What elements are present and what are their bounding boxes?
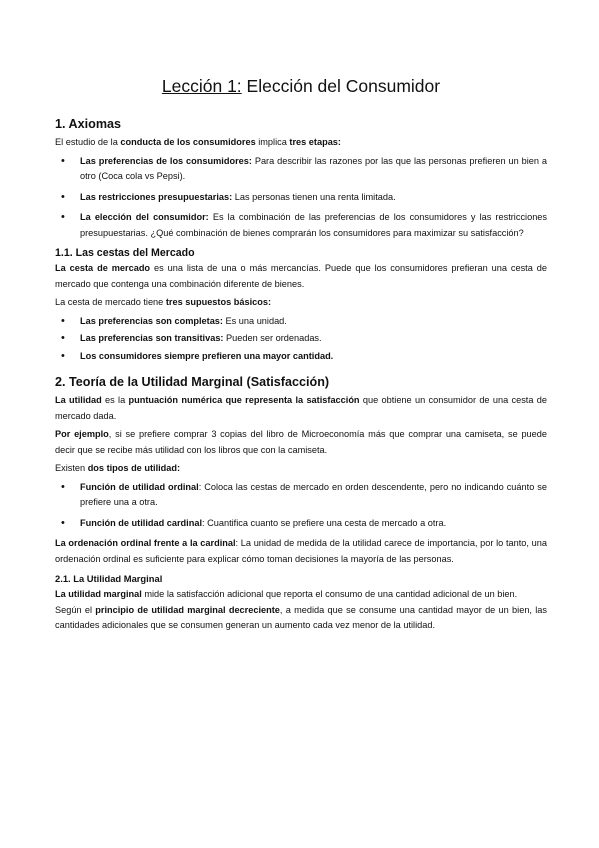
list-item: • Función de utilidad cardinal: Cuantifica cuanto se prefiere una cesta de mercado a otra. (55, 516, 547, 532)
subsection-heading-utilidad-marginal: 2.1. La Utilidad Marginal (55, 573, 163, 584)
paragraph-principio: Según el principio de utilidad marginal decreciente, a medida que se consume una cantidad mayor de un bien, las cantidades adicionales que se consumen generan un aumento cada vez menor de la utilidad. (55, 604, 547, 630)
list-item: • Las preferencias son completas: Es una unidad. (55, 314, 547, 330)
paragraph-cesta: La cesta de mercado es una lista de una o más mercancías. Puede que los consumidores prefieran una cesta de mercado que contenga una combinación diferente de bienes. (55, 263, 547, 289)
document-page (55, 74, 547, 637)
paragraph-supuestos: La cesta de mercado tiene tres supuestos básicos: (55, 297, 272, 307)
bullet-list-supuestos (55, 314, 547, 365)
paragraph-intro: El estudio de la conducta de los consumidores implica tres etapas: (55, 137, 341, 147)
list-item: • Las restricciones presupuestarias: Las personas tienen una renta limitada. (55, 190, 547, 206)
paragraph-ordenacion: La ordenación ordinal frente a la cardinal: La unidad de medida de la utilidad carece de importancia, por lo tanto, una ordenación ordinal es suficiente para explicar cómo toman decisiones la mayoría de las personas. (55, 538, 547, 564)
page-title (55, 74, 547, 98)
paragraph-utilidad-marginal: La utilidad marginal mide la satisfacción adicional que reporta el consumo de una cantidad adicional de un bien. (55, 589, 518, 599)
lesson-number: Lección 1: (161, 76, 242, 96)
list-item: • La elección del consumidor: Es la combinación de las preferencias de los consumidores y las restricciones presupuestarias. ¿Qué combinación de bienes comprarán los consumidores para maximizar su satisfacción? (55, 210, 547, 241)
section-heading-utilidad: 2. Teoría de la Utilidad Marginal (Satisfacción) (55, 375, 330, 389)
paragraph-tipos: Existen dos tipos de utilidad: (55, 463, 181, 473)
paragraph-utilidad: La utilidad es la puntuación numérica que representa la satisfacción que obtiene un consumidor de una cesta de mercado dada. (55, 395, 547, 421)
bullet-list-tipos (55, 480, 547, 532)
bullet-list-etapas (55, 154, 547, 242)
paragraph-ejemplo: Por ejemplo, si se prefiere comprar 3 copias del libro de Microeconomía más que comprar una camiseta, se puede decir que se recibe más utilidad con los libros que con la camiseta. (55, 429, 547, 455)
list-item: • Función de utilidad ordinal: Coloca las cestas de mercado en orden descendente, pero no indicando cuánto se prefiere una a otra. (55, 480, 547, 511)
section-heading-axiomas: 1. Axiomas (55, 117, 122, 131)
list-item: • Las preferencias son transitivas: Pueden ser ordenadas. (55, 331, 547, 347)
list-item: • Los consumidores siempre prefieren una mayor cantidad. (55, 349, 547, 365)
lesson-title: Elección del Consumidor (241, 76, 441, 96)
subsection-heading-cestas: 1.1. Las cestas del Mercado (55, 247, 195, 259)
list-item: • Las preferencias de los consumidores: Para describir las razones por las que las personas prefieren un bien a otro (Coca cola vs Pepsi). (55, 154, 547, 185)
